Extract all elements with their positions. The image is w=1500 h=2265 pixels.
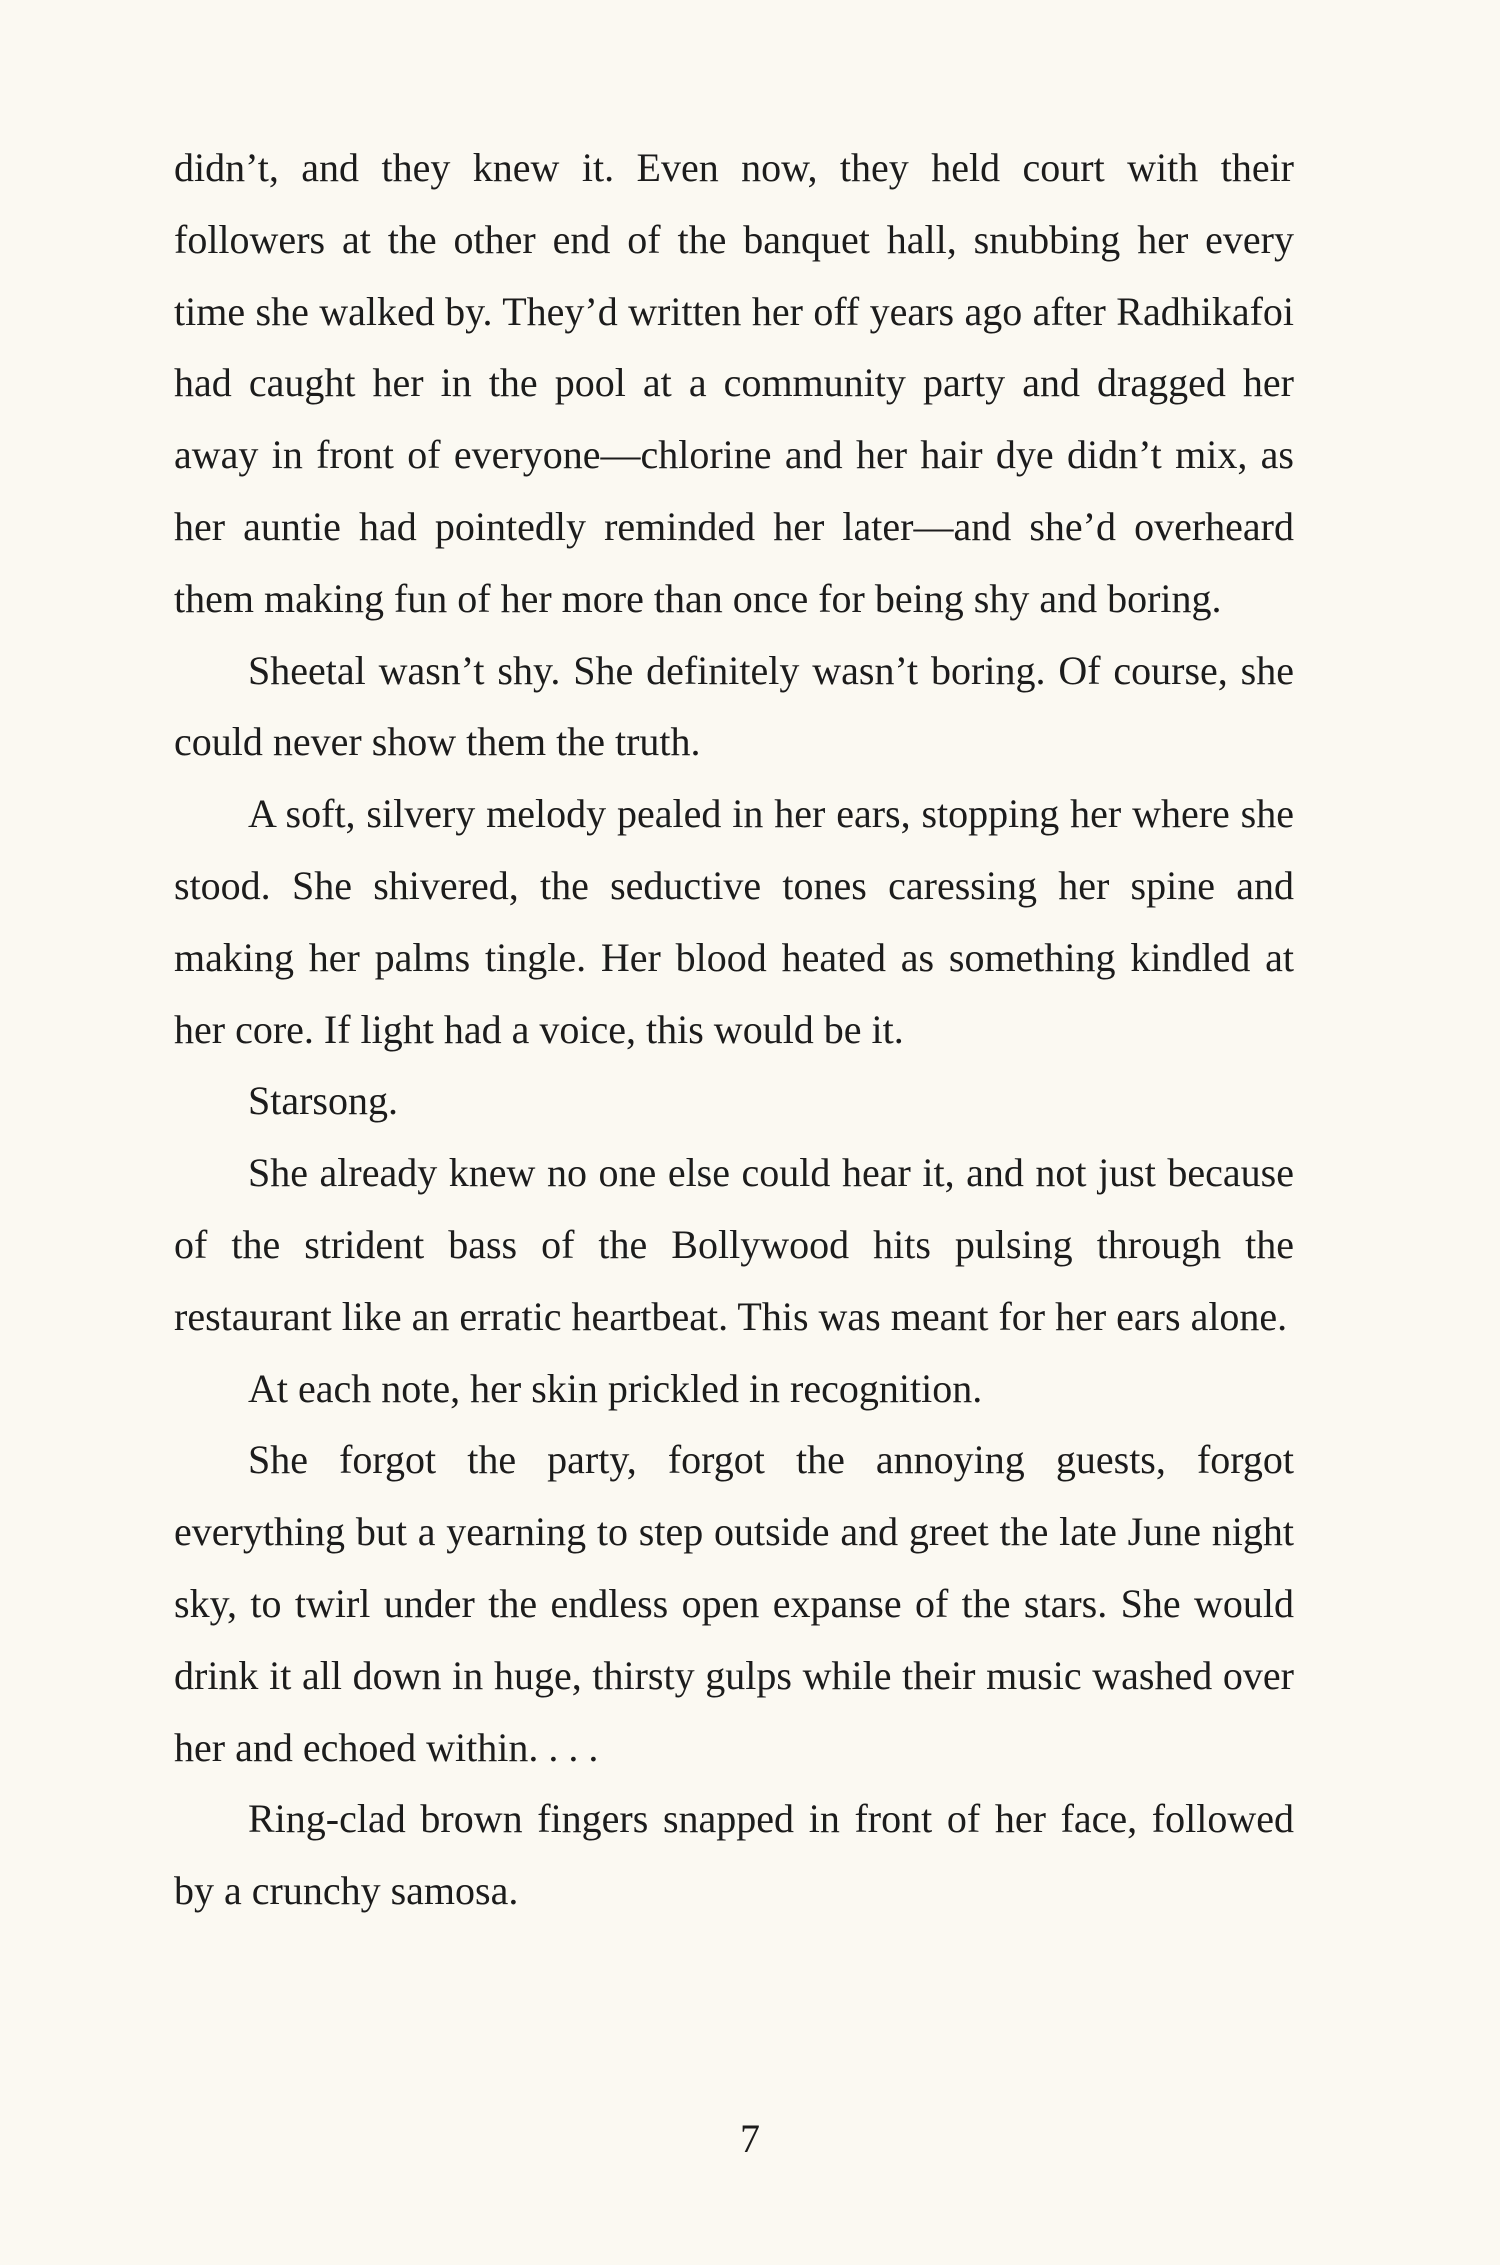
- paragraph: She already knew no one else could hear it, and not just because of the strident bass of the Bollywood hits pulsing through the restaurant like an erratic heartbeat. This was meant for her ears alone.: [174, 1150, 1294, 1339]
- paragraph: Sheetal wasn’t shy. She definitely wasn’t boring. Of course, she could never show them the truth.: [174, 647, 1294, 765]
- paragraph: A soft, silvery melody pealed in her ears, stopping her where she stood. She shivered, the seductive tones caressing her spine and making her palms tingle. Her blood heated as something kindled at her core. If light had a voice, this would be it.: [174, 791, 1294, 1052]
- paragraph: At each note, her skin prickled in recognition.: [248, 1365, 983, 1411]
- paragraph-continuation: didn’t, and they knew it. Even now, they held court with their followers at the other end of the banquet hall, snubbing her every time she walked by. They’d written her off years ago after Radhikafoi had caught her in the pool at a community party and dragged her away in front of everyone—chlorine and her hair dye didn’t mix, as her auntie had pointedly reminded her later—and she’d overheard them making fun of her more than once for being shy and boring.: [174, 145, 1294, 621]
- body-text: [174, 132, 1294, 1927]
- paragraph: Ring-clad brown fingers snapped in front of her face, followed by a crunchy samosa.: [174, 1796, 1294, 1914]
- page-number: 7: [740, 2116, 760, 2161]
- paragraph: Starsong.: [248, 1078, 398, 1124]
- paragraph: She forgot the party, forgot the annoying guests, forgot everything but a yearning to step outside and greet the late June night sky, to twirl under the endless open expanse of the stars. She would drink it all down in huge, thirsty gulps while their music washed over her and echoed within. . . .: [174, 1437, 1294, 1770]
